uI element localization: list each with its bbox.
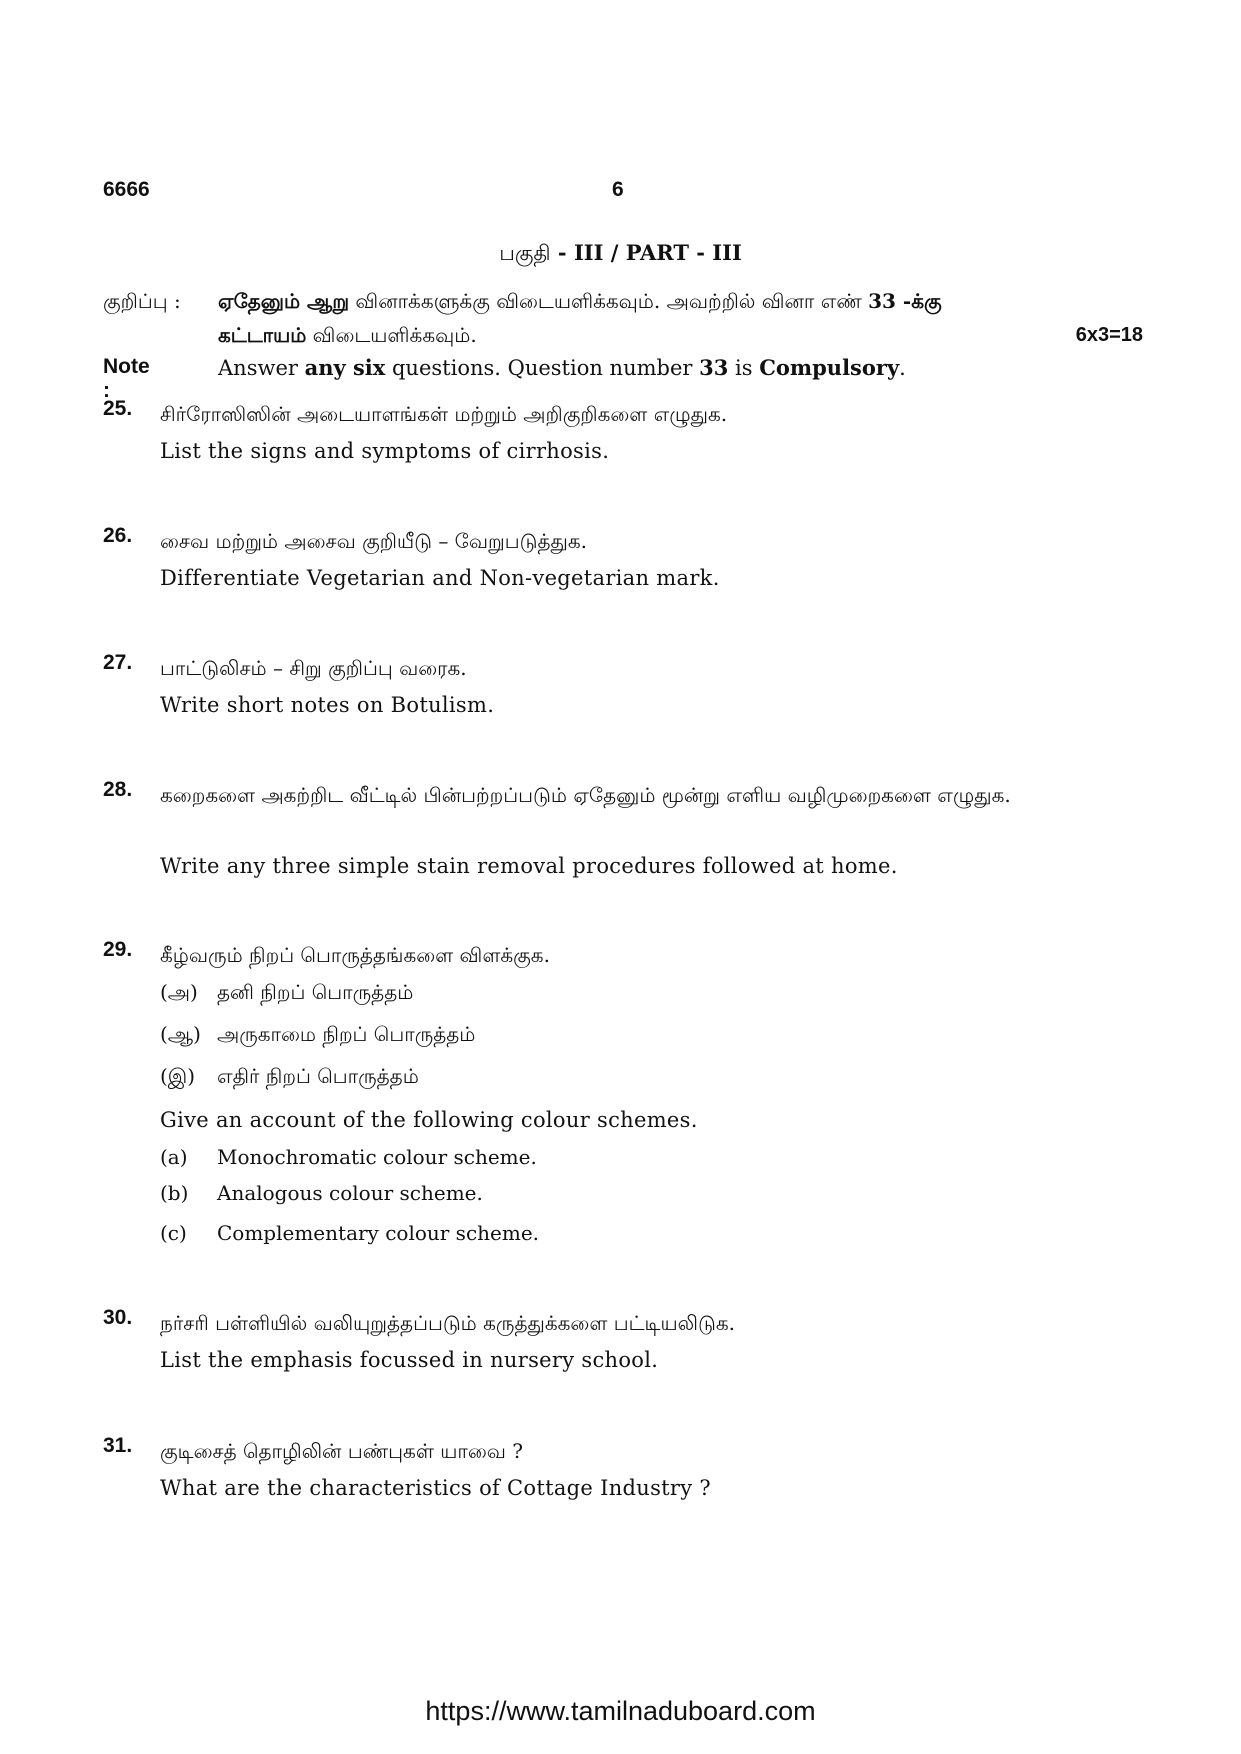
part-title-sep: - [550,240,574,265]
part-title [0,240,1241,268]
question-number: 30. [103,1306,133,1329]
sub-label: (b) [160,1181,189,1205]
sub-text: அருகாமை நிறப் பொருத்தம் [217,1022,476,1046]
paper-code: 6666 [103,178,150,201]
question-number: 26. [103,524,133,547]
q29-tamil-part-c [160,1064,419,1091]
sub-text: Monochromatic colour scheme. [217,1145,537,1169]
sub-label: (அ) [160,980,198,1004]
tamil-note-compulsory: கட்டாயம் [218,323,307,347]
sub-text: தனி நிறப் பொருத்தம் [217,980,414,1004]
english-note-body [218,355,906,380]
sub-label: (இ) [160,1064,196,1088]
english-note-t1: Answer [218,356,305,380]
question-number: 29. [103,938,133,961]
sub-text: எதிர் நிறப் பொருத்தம் [217,1064,419,1088]
question-tamil: கீழ்வரும் நிறப் பொருத்தங்களை விளக்குக. [160,943,550,967]
english-note-q33: 33 [699,355,729,380]
tamil-note-label: குறிப்பு : [103,289,181,313]
q29-tamil-part-a [160,980,413,1007]
question-tamil: சைவ மற்றும் அசைவ குறியீடு – வேறுபடுத்துக. [160,529,587,553]
english-note-t7: . [899,356,906,380]
question-number: 28. [103,778,133,801]
tamil-note-text-end: விடையளிக்கவும். [306,323,477,347]
marks-allocation: 6x3=18 [1075,324,1143,346]
question-number: 27. [103,651,133,674]
question-tamil: கறைகளை அகற்றிட வீட்டில் பின்பற்றப்படும் ஏதேனும் மூன்று எளிய வழிமுறைகளை எழுதுக. [160,783,1011,807]
q29-english-part-a [160,1145,537,1169]
source-url: https://www.tamilnaduboard.com [425,1696,816,1726]
english-note-compulsory: Compulsory [759,355,900,380]
q29-english-part-b [160,1181,483,1205]
sub-label: (a) [160,1145,188,1169]
english-note-label: Note : [103,355,150,402]
question-tamil: நர்சரி பள்ளியில் வலியுறுத்தப்படும் கருத்துக்களை பட்டியலிடுக. [160,1311,735,1335]
question-english: Give an account of the following colour schemes. [160,1108,698,1132]
question-number: 25. [103,397,133,420]
tamil-note-body [218,284,1088,352]
sub-label: (ஆ) [160,1022,201,1046]
english-note-any-six: any six [304,355,386,380]
tamil-note-q33: 33 -க்கு [868,289,942,313]
question-english: What are the characteristics of Cottage Industry ? [160,1476,711,1500]
sub-text: Complementary colour scheme. [217,1221,540,1245]
sub-text: Analogous colour scheme. [217,1181,483,1205]
tamil-note-text: வினாக்களுக்கு விடையளிக்கவும். அவற்றில் வினா எண் [349,289,869,313]
question-english: List the emphasis focussed in nursery school. [160,1348,659,1372]
question-tamil: குடிசைத் தொழிலின் பண்புகள் யாவை ? [160,1439,523,1463]
question-english: Write any three simple stain removal procedures followed at home. [160,854,898,878]
q29-tamil-part-b [160,1022,475,1049]
english-note-t5: is [728,356,760,380]
tamil-note-any-six: ஏதேனும் ஆறு [218,289,350,313]
question-english: Write short notes on Botulism. [160,693,495,717]
sub-label: (c) [160,1221,187,1245]
question-tamil: பாட்டுலிசம் – சிறு குறிப்பு வரைக. [160,656,467,680]
question-english: Differentiate Vegetarian and Non-vegetarian mark. [160,566,720,590]
english-note-t3: questions. Question number [385,356,700,380]
question-english: List the signs and symptoms of cirrhosis. [160,439,610,463]
question-tamil: சிர்ரோஸிஸின் அடையாளங்கள் மற்றும் அறிகுறிகளை எழுதுக. [160,402,728,426]
q29-english-part-c [160,1221,539,1245]
page-number: 6 [612,178,624,201]
question-number: 31. [103,1434,133,1457]
part-title-roman: III / PART - III [573,240,742,265]
part-title-tamil: பகுதி [499,241,551,265]
